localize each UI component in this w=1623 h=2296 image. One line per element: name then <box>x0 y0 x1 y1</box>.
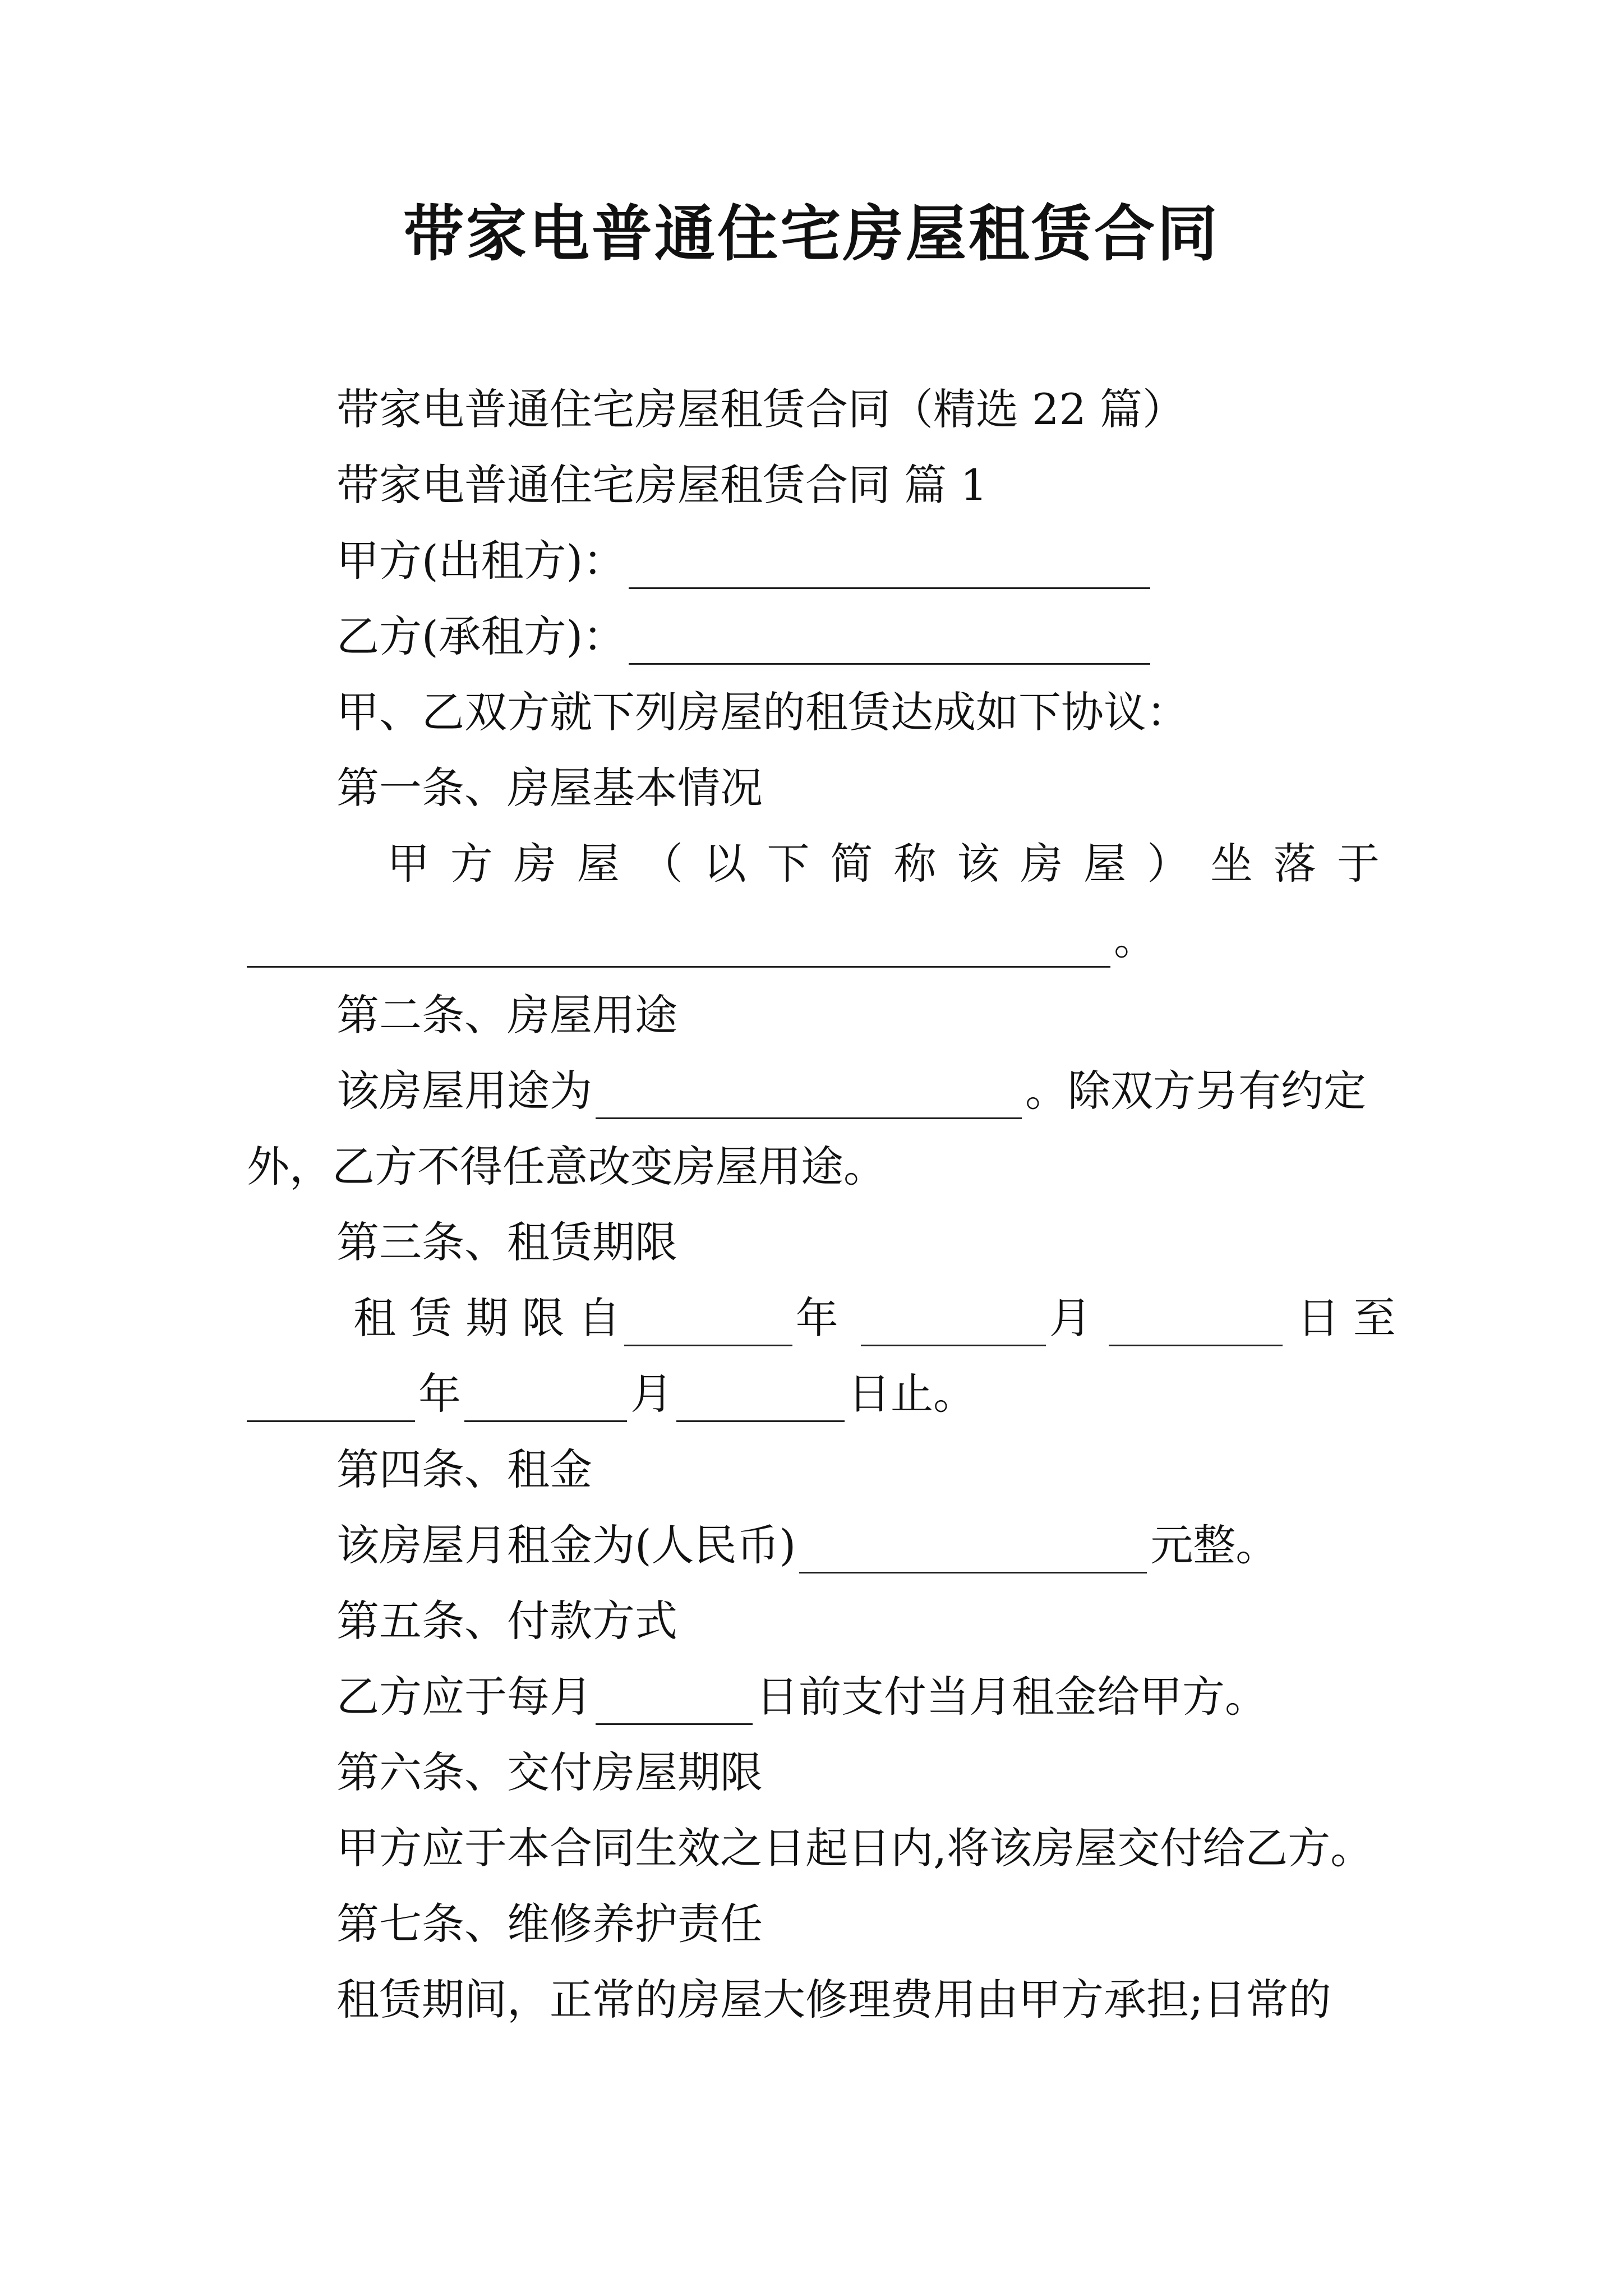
agreement-line: 甲、乙双方就下列房屋的租赁达成如下协议： <box>336 687 1189 737</box>
char: 屋 <box>1083 839 1127 889</box>
char: ） <box>1147 839 1190 889</box>
article-2-text-a: 该房屋用途为 <box>336 1066 592 1116</box>
article-5-line <box>336 1669 1267 1725</box>
article-7-line: 租赁期间，正常的房屋大修理费用由甲方承担;日常的 <box>336 1975 1331 2024</box>
party-b-label: 乙方(承租方)： <box>336 611 626 661</box>
year-label: 年 <box>795 1293 838 1343</box>
term-from-label: 租 赁 期 限 自 <box>353 1293 621 1343</box>
article-2-text-b: 。除双方另有约定 <box>1025 1066 1366 1116</box>
rent-blank <box>799 1528 1147 1573</box>
article-1-heading: 第一条、房屋基本情况 <box>336 763 763 813</box>
char: （ <box>640 839 683 889</box>
char: 落 <box>1273 839 1316 889</box>
char: 方 <box>450 839 493 889</box>
rent-unit: 元整。 <box>1150 1520 1279 1570</box>
day-to-label: 日 至 <box>1297 1293 1396 1343</box>
article-3-line-2 <box>247 1366 976 1422</box>
char: 房 <box>513 839 556 889</box>
char: 下 <box>767 839 810 889</box>
month-label: 月 <box>1049 1293 1092 1343</box>
article-1-body <box>387 836 1380 892</box>
year-label: 年 <box>418 1369 461 1419</box>
char: 以 <box>703 839 746 889</box>
char: 于 <box>1336 839 1380 889</box>
article-2-heading: 第二条、房屋用途 <box>336 990 677 1040</box>
party-a-line <box>336 533 1154 589</box>
char: 屋 <box>577 839 620 889</box>
article-7-heading: 第七条、维修养护责任 <box>336 1899 763 1949</box>
rent-label: 该房屋月租金为(人民币) <box>336 1520 796 1570</box>
party-a-label: 甲方(出租方)： <box>336 536 626 586</box>
end-day-blank <box>676 1377 845 1422</box>
subtitle-line: 带家电普通住宅房屋租赁合同（精选 22 篇） <box>336 384 1186 434</box>
char: 该 <box>957 839 1000 889</box>
usage-blank <box>596 1074 1022 1119</box>
end-month-blank <box>464 1377 627 1422</box>
start-year-blank <box>624 1301 792 1346</box>
char: 坐 <box>1210 839 1253 889</box>
char: 甲 <box>387 839 430 889</box>
document-title: 带家电普通住宅房屋租赁合同 <box>403 199 1220 269</box>
article-2-line-1 <box>336 1063 1366 1119</box>
payment-label: 乙方应于每月 <box>336 1672 592 1722</box>
payment-text: 日前支付当月租金给甲方。 <box>756 1672 1267 1722</box>
article-4-line <box>336 1517 1278 1573</box>
article-2-line-2: 外，乙方不得任意改变房屋用途。 <box>247 1142 886 1191</box>
article-6-line: 甲方应于本合同生效之日起日内,将该房屋交付给乙方。 <box>336 1823 1373 1873</box>
day-end-label: 日止。 <box>848 1369 976 1419</box>
period: 。 <box>1114 914 1156 964</box>
party-b-blank <box>629 619 1150 665</box>
char: 称 <box>893 839 937 889</box>
month-label: 月 <box>630 1369 673 1419</box>
part-heading: 带家电普通住宅房屋租赁合同 篇 1 <box>336 460 988 510</box>
article-5-heading: 第五条、付款方式 <box>336 1596 677 1646</box>
party-b-line <box>336 609 1154 665</box>
char: 房 <box>1020 839 1063 889</box>
article-4-heading: 第四条、租金 <box>336 1444 592 1494</box>
address-line <box>247 912 1156 968</box>
article-6-heading: 第六条、交付房屋期限 <box>336 1747 763 1797</box>
start-day-blank <box>1109 1301 1283 1346</box>
article-3-heading: 第三条、租赁期限 <box>336 1217 677 1267</box>
address-blank <box>247 922 1110 968</box>
end-year-blank <box>247 1377 415 1422</box>
article-3-line-1 <box>353 1290 1396 1346</box>
start-month-blank <box>861 1301 1046 1346</box>
payment-day-blank <box>596 1680 753 1725</box>
party-a-blank <box>629 544 1150 589</box>
article-1-body-text <box>387 836 1380 892</box>
char: 简 <box>830 839 873 889</box>
